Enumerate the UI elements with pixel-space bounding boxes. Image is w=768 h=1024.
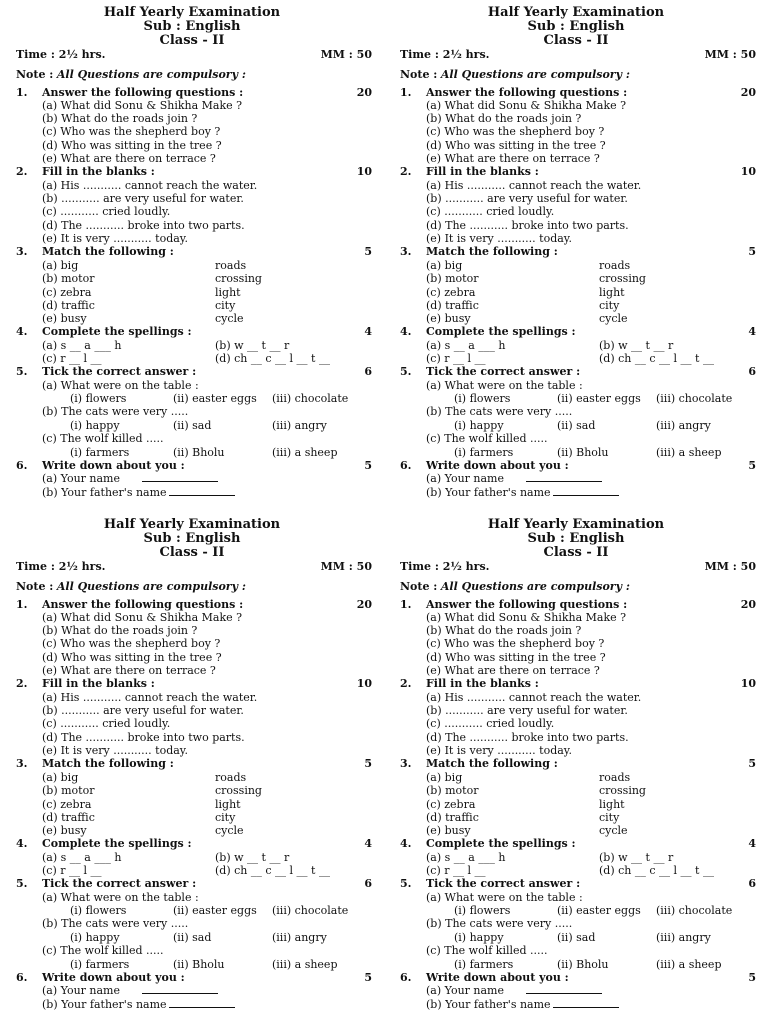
q5-option: (iii) chocolate — [656, 392, 733, 405]
q1-item: (b) What do the roads join ? — [426, 112, 582, 125]
q3-right-item: light — [215, 286, 241, 299]
q6-marks: 5 — [748, 459, 756, 472]
q6-item-b — [426, 486, 619, 499]
exam-note — [400, 68, 630, 81]
exam-sheet — [0, 512, 384, 1024]
q5-question-c: (c) The wolf killed ..... — [426, 432, 548, 445]
exam-subject: Sub : English — [143, 19, 241, 34]
q6-item-b — [42, 998, 235, 1011]
q3-right-item: roads — [215, 771, 247, 784]
q3-title: Match the following : — [426, 757, 558, 770]
q1-item: (b) What do the roads join ? — [42, 112, 198, 125]
q5-question-c: (c) The wolf killed ..... — [42, 944, 164, 957]
q3-left-item: (e) busy — [426, 824, 471, 837]
exam-subject: Sub : English — [143, 531, 241, 546]
q3-left-item: (a) big — [42, 771, 79, 784]
q4-marks: 4 — [364, 837, 372, 850]
q1-item: (c) Who was the shepherd boy ? — [426, 125, 605, 138]
exam-title: Half Yearly Examination — [487, 517, 665, 532]
q3-right-item: crossing — [215, 784, 262, 797]
q1-item: (c) Who was the shepherd boy ? — [42, 125, 221, 138]
note-prefix: Note : — [16, 68, 54, 81]
q1-item: (d) Who was sitting in the tree ? — [42, 651, 222, 664]
q3-marks: 5 — [748, 757, 756, 770]
q3-right-item: cycle — [215, 312, 244, 325]
q6-title: Write down about you : — [426, 971, 569, 984]
q1-number: 1. — [400, 598, 412, 611]
q4-number: 4. — [400, 837, 412, 850]
q4-word-b: (b) w __ t __ r — [215, 339, 290, 352]
father-name-blank[interactable] — [169, 486, 235, 496]
q1-number: 1. — [16, 86, 28, 99]
q3-left-item: (e) busy — [42, 824, 87, 837]
q5-option: (ii) sad — [173, 931, 212, 944]
q5-option: (i) happy — [454, 419, 504, 432]
q3-left-item: (c) zebra — [426, 798, 476, 811]
exam-note — [16, 580, 246, 593]
q5-option: (i) farmers — [454, 446, 514, 459]
your-name-label: (a) Your name — [426, 984, 504, 997]
q5-option: (iii) chocolate — [656, 904, 733, 917]
q3-left-item: (b) motor — [426, 784, 479, 797]
exam-time: Time : 2½ hrs. — [400, 48, 490, 61]
note-text: All Questions are compulsory : — [56, 580, 246, 593]
q1-item: (d) Who was sitting in the tree ? — [42, 139, 222, 152]
q6-marks: 5 — [364, 459, 372, 472]
q1-title: Answer the following questions : — [42, 598, 244, 611]
q3-left-item: (d) traffic — [426, 299, 479, 312]
exam-subject: Sub : English — [527, 19, 625, 34]
q5-question-a: (a) What were on the table : — [42, 891, 199, 904]
q5-title: Tick the correct answer : — [42, 877, 197, 890]
q2-number: 2. — [16, 677, 28, 690]
q3-right-item: cycle — [599, 824, 628, 837]
q3-left-item: (a) big — [42, 259, 79, 272]
q1-item: (b) What do the roads join ? — [426, 624, 582, 637]
q5-option: (i) farmers — [70, 446, 130, 459]
q3-number: 3. — [16, 245, 28, 258]
q6-number: 6. — [16, 459, 28, 472]
q1-item: (a) What did Sonu & Shikha Make ? — [426, 99, 627, 112]
q1-item: (e) What are there on terrace ? — [426, 664, 600, 677]
q5-option: (iii) a sheep — [656, 446, 722, 459]
exam-time: Time : 2½ hrs. — [16, 560, 106, 573]
q5-question-b: (b) The cats were very ..... — [426, 917, 573, 930]
exam-time: Time : 2½ hrs. — [16, 48, 106, 61]
your-name-label: (a) Your name — [42, 472, 120, 485]
q5-option: (ii) easter eggs — [557, 904, 641, 917]
q5-option: (i) happy — [454, 931, 504, 944]
q2-marks: 10 — [740, 165, 756, 178]
q3-number: 3. — [16, 757, 28, 770]
q5-option: (ii) Bholu — [557, 958, 609, 971]
q3-number: 3. — [400, 245, 412, 258]
q5-question-b: (b) The cats were very ..... — [42, 917, 189, 930]
father-name-label: (b) Your father's name — [42, 486, 167, 499]
note-prefix: Note : — [400, 68, 438, 81]
q3-right-item: crossing — [599, 272, 646, 285]
q4-marks: 4 — [748, 325, 756, 338]
exam-class: Class - II — [159, 33, 225, 48]
q3-right-item: roads — [215, 259, 247, 272]
q1-item: (b) What do the roads join ? — [42, 624, 198, 637]
q1-title: Answer the following questions : — [42, 86, 244, 99]
q5-option: (ii) easter eggs — [173, 904, 257, 917]
q2-title: Fill in the blanks : — [426, 677, 539, 690]
q2-title: Fill in the blanks : — [42, 165, 155, 178]
q5-option: (iii) angry — [272, 931, 327, 944]
q2-title: Fill in the blanks : — [42, 677, 155, 690]
q1-item: (d) Who was sitting in the tree ? — [426, 651, 606, 664]
q5-option: (ii) Bholu — [173, 958, 225, 971]
exam-class: Class - II — [543, 545, 609, 560]
q1-item: (e) What are there on terrace ? — [426, 152, 600, 165]
q6-number: 6. — [16, 971, 28, 984]
q2-item: (b) ........... are very useful for water. — [426, 704, 628, 717]
q1-item: (c) Who was the shepherd boy ? — [42, 637, 221, 650]
q5-option: (ii) easter eggs — [557, 392, 641, 405]
q3-left-item: (b) motor — [426, 272, 479, 285]
your-name-label: (a) Your name — [426, 472, 504, 485]
q3-right-item: roads — [599, 771, 631, 784]
note-text: All Questions are compulsory : — [56, 68, 246, 81]
q5-question-b: (b) The cats were very ..... — [426, 405, 573, 418]
exam-max-marks: MM : 50 — [320, 48, 372, 61]
q6-number: 6. — [400, 971, 412, 984]
father-name-label: (b) Your father's name — [42, 998, 167, 1011]
q2-item: (e) It is very ........... today. — [426, 744, 573, 757]
q3-right-item: city — [215, 811, 236, 824]
q5-option: (i) happy — [70, 419, 120, 432]
q5-option: (ii) Bholu — [557, 446, 609, 459]
q2-item: (b) ........... are very useful for water. — [42, 192, 244, 205]
q3-left-item: (b) motor — [42, 784, 95, 797]
father-name-blank[interactable] — [553, 486, 619, 496]
q2-item: (c) ........... cried loudly. — [42, 205, 171, 218]
q1-item: (a) What did Sonu & Shikha Make ? — [42, 99, 243, 112]
q5-option: (iii) a sheep — [272, 446, 338, 459]
q1-item: (a) What did Sonu & Shikha Make ? — [42, 611, 243, 624]
q2-item: (b) ........... are very useful for water. — [42, 704, 244, 717]
q4-word-a: (a) s __ a ___ h — [426, 851, 506, 864]
exam-note — [16, 68, 246, 81]
q4-title: Complete the spellings : — [42, 837, 192, 850]
q5-option: (ii) easter eggs — [173, 392, 257, 405]
q5-question-a: (a) What were on the table : — [42, 379, 199, 392]
q5-option: (iii) angry — [656, 419, 711, 432]
exam-note — [400, 580, 630, 593]
q2-number: 2. — [400, 677, 412, 690]
exam-title: Half Yearly Examination — [487, 5, 665, 20]
q6-title: Write down about you : — [42, 459, 185, 472]
q4-word-b: (b) w __ t __ r — [599, 851, 674, 864]
q1-marks: 20 — [740, 86, 756, 99]
q5-question-a: (a) What were on the table : — [426, 379, 583, 392]
q2-item: (e) It is very ........... today. — [426, 232, 573, 245]
q5-marks: 6 — [364, 365, 372, 378]
q2-item: (e) It is very ........... today. — [42, 744, 189, 757]
q3-left-item: (e) busy — [426, 312, 471, 325]
exam-class: Class - II — [159, 545, 225, 560]
q3-left-item: (d) traffic — [42, 299, 95, 312]
q5-question-c: (c) The wolf killed ..... — [426, 944, 548, 957]
q3-right-item: light — [215, 798, 241, 811]
exam-class: Class - II — [543, 33, 609, 48]
q4-word-b: (b) w __ t __ r — [215, 851, 290, 864]
q6-item-a — [42, 984, 218, 997]
q5-number: 5. — [400, 365, 412, 378]
q2-title: Fill in the blanks : — [426, 165, 539, 178]
q4-word-a: (a) s __ a ___ h — [42, 339, 122, 352]
q3-right-item: city — [215, 299, 236, 312]
q5-option: (ii) sad — [557, 419, 596, 432]
q5-option: (ii) sad — [173, 419, 212, 432]
q6-marks: 5 — [364, 971, 372, 984]
note-text: All Questions are compulsory : — [440, 580, 630, 593]
q1-marks: 20 — [740, 598, 756, 611]
q3-left-item: (b) motor — [42, 272, 95, 285]
q2-item: (d) The ........... broke into two parts. — [42, 219, 245, 232]
q6-number: 6. — [400, 459, 412, 472]
q1-item: (d) Who was sitting in the tree ? — [426, 139, 606, 152]
exam-max-marks: MM : 50 — [704, 560, 756, 573]
exam-title: Half Yearly Examination — [103, 5, 281, 20]
q3-right-item: city — [599, 811, 620, 824]
q3-marks: 5 — [364, 757, 372, 770]
your-name-blank[interactable] — [526, 472, 602, 482]
q5-option: (ii) Bholu — [173, 446, 225, 459]
q4-word-d: (d) ch __ c __ l __ t __ — [599, 864, 714, 877]
q5-title: Tick the correct answer : — [426, 365, 581, 378]
q3-left-item: (d) traffic — [426, 811, 479, 824]
q5-option: (i) farmers — [70, 958, 130, 971]
q5-option: (iii) angry — [656, 931, 711, 944]
q2-item: (c) ........... cried loudly. — [426, 205, 555, 218]
q4-number: 4. — [400, 325, 412, 338]
q5-option: (i) flowers — [454, 392, 511, 405]
q1-number: 1. — [16, 598, 28, 611]
q5-title: Tick the correct answer : — [42, 365, 197, 378]
q6-item-a — [42, 472, 218, 485]
q5-option: (i) flowers — [454, 904, 511, 917]
father-name-label: (b) Your father's name — [426, 998, 551, 1011]
q2-item: (b) ........... are very useful for water. — [426, 192, 628, 205]
q4-title: Complete the spellings : — [426, 837, 576, 850]
q4-word-a: (a) s __ a ___ h — [42, 851, 122, 864]
q3-number: 3. — [400, 757, 412, 770]
q6-title: Write down about you : — [426, 459, 569, 472]
q3-right-item: cycle — [599, 312, 628, 325]
exam-subject: Sub : English — [527, 531, 625, 546]
q2-marks: 10 — [356, 165, 372, 178]
q3-right-item: light — [599, 286, 625, 299]
q4-marks: 4 — [364, 325, 372, 338]
q1-title: Answer the following questions : — [426, 86, 628, 99]
q2-item: (d) The ........... broke into two parts. — [426, 219, 629, 232]
q4-word-a: (a) s __ a ___ h — [426, 339, 506, 352]
exam-sheet — [0, 0, 384, 512]
q4-word-c: (c) r __ l __ — [426, 352, 486, 365]
q3-marks: 5 — [364, 245, 372, 258]
q5-question-a: (a) What were on the table : — [426, 891, 583, 904]
q2-marks: 10 — [740, 677, 756, 690]
q4-marks: 4 — [748, 837, 756, 850]
q5-marks: 6 — [748, 877, 756, 890]
q4-word-d: (d) ch __ c __ l __ t __ — [215, 352, 330, 365]
q2-marks: 10 — [356, 677, 372, 690]
q3-right-item: crossing — [215, 272, 262, 285]
q2-item: (a) His ........... cannot reach the water. — [426, 691, 642, 704]
q5-question-c: (c) The wolf killed ..... — [42, 432, 164, 445]
q2-item: (d) The ........... broke into two parts. — [426, 731, 629, 744]
q3-right-item: city — [599, 299, 620, 312]
q5-option: (iii) a sheep — [656, 958, 722, 971]
your-name-label: (a) Your name — [42, 984, 120, 997]
q3-marks: 5 — [748, 245, 756, 258]
father-name-blank[interactable] — [553, 998, 619, 1008]
q3-title: Match the following : — [426, 245, 558, 258]
q3-left-item: (a) big — [426, 771, 463, 784]
q3-left-item: (e) busy — [42, 312, 87, 325]
q3-left-item: (c) zebra — [426, 286, 476, 299]
q5-option: (i) flowers — [70, 904, 127, 917]
q6-title: Write down about you : — [42, 971, 185, 984]
q1-number: 1. — [400, 86, 412, 99]
q4-number: 4. — [16, 325, 28, 338]
q2-item: (a) His ........... cannot reach the water. — [426, 179, 642, 192]
q1-title: Answer the following questions : — [426, 598, 628, 611]
q1-item: (e) What are there on terrace ? — [42, 664, 216, 677]
exam-title: Half Yearly Examination — [103, 517, 281, 532]
q2-item: (c) ........... cried loudly. — [426, 717, 555, 730]
exam-max-marks: MM : 50 — [704, 48, 756, 61]
note-prefix: Note : — [16, 580, 54, 593]
your-name-blank[interactable] — [142, 472, 218, 482]
q4-word-d: (d) ch __ c __ l __ t __ — [599, 352, 714, 365]
q3-title: Match the following : — [42, 245, 174, 258]
q6-item-a — [426, 472, 602, 485]
q3-right-item: cycle — [215, 824, 244, 837]
q5-question-b: (b) The cats were very ..... — [42, 405, 189, 418]
q4-word-c: (c) r __ l __ — [426, 864, 486, 877]
q1-marks: 20 — [356, 598, 372, 611]
exam-time: Time : 2½ hrs. — [400, 560, 490, 573]
q5-option: (ii) sad — [557, 931, 596, 944]
q5-option: (iii) chocolate — [272, 904, 349, 917]
q2-item: (c) ........... cried loudly. — [42, 717, 171, 730]
q2-item: (a) His ........... cannot reach the water. — [42, 179, 258, 192]
q5-number: 5. — [16, 877, 28, 890]
q2-number: 2. — [400, 165, 412, 178]
q5-option: (i) happy — [70, 931, 120, 944]
q3-right-item: roads — [599, 259, 631, 272]
q3-right-item: light — [599, 798, 625, 811]
q4-title: Complete the spellings : — [426, 325, 576, 338]
q1-item: (e) What are there on terrace ? — [42, 152, 216, 165]
q2-item: (d) The ........... broke into two parts. — [42, 731, 245, 744]
q1-item: (c) Who was the shepherd boy ? — [426, 637, 605, 650]
q6-marks: 5 — [748, 971, 756, 984]
exam-sheet — [384, 512, 768, 1024]
q5-marks: 6 — [364, 877, 372, 890]
father-name-blank[interactable] — [169, 998, 235, 1008]
q6-item-b — [426, 998, 619, 1011]
note-prefix: Note : — [400, 580, 438, 593]
q3-left-item: (a) big — [426, 259, 463, 272]
q1-marks: 20 — [356, 86, 372, 99]
note-text: All Questions are compulsory : — [440, 68, 630, 81]
father-name-label: (b) Your father's name — [426, 486, 551, 499]
q5-number: 5. — [400, 877, 412, 890]
q4-word-b: (b) w __ t __ r — [599, 339, 674, 352]
q1-item: (a) What did Sonu & Shikha Make ? — [426, 611, 627, 624]
q2-number: 2. — [16, 165, 28, 178]
q3-left-item: (c) zebra — [42, 286, 92, 299]
q5-option: (iii) a sheep — [272, 958, 338, 971]
your-name-blank[interactable] — [142, 984, 218, 994]
q6-item-b — [42, 486, 235, 499]
q3-left-item: (c) zebra — [42, 798, 92, 811]
q5-option: (i) farmers — [454, 958, 514, 971]
exam-max-marks: MM : 50 — [320, 560, 372, 573]
q2-item: (e) It is very ........... today. — [42, 232, 189, 245]
q2-item: (a) His ........... cannot reach the water. — [42, 691, 258, 704]
q5-option: (iii) chocolate — [272, 392, 349, 405]
q5-marks: 6 — [748, 365, 756, 378]
q6-item-a — [426, 984, 602, 997]
q4-word-d: (d) ch __ c __ l __ t __ — [215, 864, 330, 877]
q4-word-c: (c) r __ l __ — [42, 352, 102, 365]
q3-right-item: crossing — [599, 784, 646, 797]
q5-option: (i) flowers — [70, 392, 127, 405]
q5-number: 5. — [16, 365, 28, 378]
q3-left-item: (d) traffic — [42, 811, 95, 824]
q5-option: (iii) angry — [272, 419, 327, 432]
q4-number: 4. — [16, 837, 28, 850]
your-name-blank[interactable] — [526, 984, 602, 994]
q4-title: Complete the spellings : — [42, 325, 192, 338]
q5-title: Tick the correct answer : — [426, 877, 581, 890]
exam-sheet — [384, 0, 768, 512]
q3-title: Match the following : — [42, 757, 174, 770]
q4-word-c: (c) r __ l __ — [42, 864, 102, 877]
